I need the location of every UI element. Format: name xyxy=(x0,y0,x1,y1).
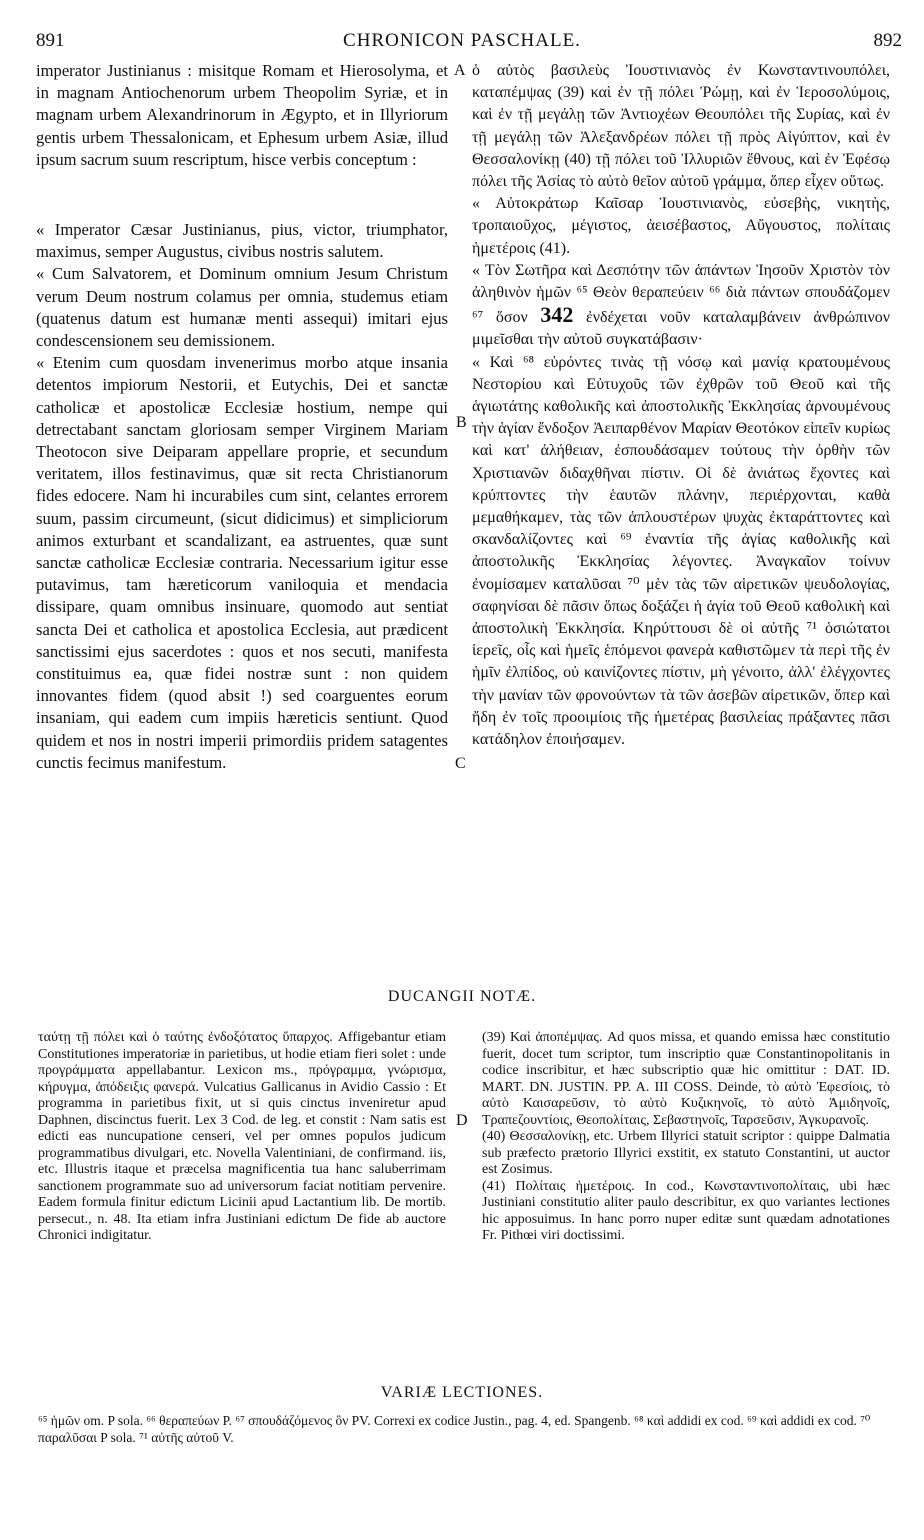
note-40: (40) Θεσσαλονίκῃ, etc. Urbem Illyrici statuit scriptor : quippe Dalmatia sub præfecto prætorio Illyrici exstitit, ex statuto Constantini, ut auctor est Zosimus. xyxy=(482,1129,890,1177)
variae-text: ⁶⁵ ἡμῶν om. P sola. ⁶⁶ θεραπεύων P. ⁶⁷ σπουδάζόμενος ὃν PV. Correxi ex codice Justin., pag. 4, ed. Spangenb. ⁶⁸ καὶ addidi ex cod. ⁶⁹ καὶ addidi ex cod. ⁷⁰ παραλῦσαι P sola. ⁷¹ αὐτῆς αὐτοῦ V. xyxy=(38,1413,871,1445)
note-41: (41) Πολίταις ἡμετέροις. In cod., Κωνσταντινοπολίταις, ubi hæc Justiniani constitutio aliter paulo describitur, ex quo variantes lectiones hic apposuimus. In hanc porro nuper editæ sunt quædam adnotationes Fr. Pithœi viri doctissimi. xyxy=(482,1178,890,1243)
margin-marker-c: C xyxy=(455,755,466,772)
notes-left-column xyxy=(38,1030,446,1245)
greek-paragraph: « Αὐτοκράτωρ Καῖσαρ Ἰουστινιανὸς, εὐσεβὴς, νικητὴς, τροπαιοῦχος, μέγιστος, ἀεισέβαστος, Αὔγουστος, πολίταις ἡμετέροις (41). xyxy=(472,195,890,257)
margin-marker-a: A xyxy=(454,62,466,79)
greek-paragraph: ὁ αὐτὸς βασιλεὺς Ἰουστινιανὸς ἐν Κωνσταντινουπόλει, καταπέμψας (39) καὶ ἐν τῇ πόλει Ῥώμῃ, καὶ ἐν Ἱεροσολύμοις, καὶ ἐν τῇ μεγάλῃ τῶν Ἀντιοχέων Θεουπόλει τῆς Συρίας, καὶ ἐν τῇ μεγάλῃ τῶν Ἀλεξανδρέων πόλει τῇ πρὸς Αἰγύπτον, καὶ ἐν Θεσσαλονίκῃ (40) τῇ πόλει τοῦ Ἰλλυριῶν ἔθνους, καὶ ἐν Ἐφέσῳ πόλει τῆς Ἀσίας τὸ αὐτὸ θεῖον αὐτοῦ γράμμα, ὅπερ εἶχεν οὕτως. xyxy=(472,62,890,191)
note-paragraph: ταύτῃ τῇ πόλει καὶ ὁ ταύτης ἐνδοξότατος ὕπαρχος. Affigebantur etiam Constitutiones imperatoriæ in parietibus, ut hodie etiam fieri solet : unde προγράμματα appellabantur. Lexicon ms., πρόγραμμα, γνώρισμα, κήρυγμα, ἀπόδειξις φανερά. Vulcatius Gallicanus in Avidio Cassio : Et programma in parietibus fixit, ut si quis cinctus inveniretur apud Daphnen, discinctus fuerit. Lex 3 Cod. de leg. et constit : Nam satis est edicti eas nuncupatione censeri, vel per omnes populos judicum programmatibus divulgari, etc. Novella Valentiniani, de confirmand. iis, etc. Illustris itaque et præcelsa magnificentia tua hanc saluberrimam sanctionem programmate suo ad universorum faciat notitiam pervenire. Eadem formula finitur edictum Licinii apud Lactantium lib. De mortib. persecut., n. 48. Ita etiam infra Justiniani edictum De fide ab auctore Chronici indigitatur. xyxy=(38,1030,446,1243)
greek-text: ἐνδέχεται νοῦν καταλαμβάνειν ἀνθρώπινον μιμεῖσθαι τὴν αὐτοῦ συγκατάβασιν· xyxy=(472,309,890,349)
notes-title: DUCANGII NOTÆ. xyxy=(387,988,537,1005)
variae-title: VARIÆ LECTIONES. xyxy=(380,1384,544,1401)
latin-paragraph: « Imperator Cæsar Justinianus, pius, victor, triumphator, maximus, semper Augustus, civibus nostris salutem. xyxy=(36,220,448,262)
page-number-left: 891 xyxy=(36,30,65,51)
latin-paragraph: « Cum Salvatorem, et Dominum omnium Jesum Christum verum Deum nostrum colamus per omnia, studemus etiam (quatenus datum est humanæ menti assequi) imitari ejus condescensionem seu demissionem. xyxy=(36,264,448,351)
column-number: 342 xyxy=(540,302,574,328)
greek-paragraph xyxy=(472,260,890,352)
variae-lectiones xyxy=(38,1412,890,1446)
page-number-right: 892 xyxy=(873,30,902,51)
margin-marker-d: D xyxy=(456,1112,468,1129)
running-header xyxy=(0,30,924,56)
greek-text: « Τὸν Σωτῆρα καὶ Δεσπότην τῶν ἁπάντων Ἰησοῦν Χριστὸν τὸν ἀληθινὸν ἡμῶν ⁶⁵ Θεὸν θεραπεύειν ⁶⁶ διὰ πάντων σπουδάζομεν ⁶⁷ ὅσον xyxy=(472,261,890,327)
greek-paragraph: « Καὶ ⁶⁸ εὑρόντες τινὰς τῇ νόσῳ καὶ μανίᾳ κρατουμένους Νεστορίου καὶ Εὐτυχοῦς τῶν ἐχθρῶν τοῦ Θεοῦ καὶ τῆς ἁγιωτάτης καθολικῆς καὶ ἀποστολικῆς Ἐκκλησίας ἀρνουμένους τὴν ἁγίαν ἔνδοξον Ἀειπαρθένον Μαρίαν Θεοτόκον εἰπεῖν κυρίως καὶ κατ' ἀλήθειαν, ἐσπουδάσαμεν τούτους τὴν ὀρθὴν τῶν Χριστιανῶν διδαχθῆναι πίστιν. Οἱ δὲ ἀνιάτως ἔχοντες καὶ κρύπτοντες τὴν ἑαυτῶν πλάνην, περιέρχονται, καθὰ μεμαθήκαμεν, τὰς τῶν ἁπλουστέρων ψυχὰς ἐκταράττοντες καὶ σκανδαλίζοντες καὶ ⁶⁹ ἐναντία τῆς ἁγίας καθολικῆς καὶ ἀποστολικῆς Ἐκκλησίας λέγοντες. Ἀναγκαῖον τοίνυν ἐνομίσαμεν καταλῦσαι ⁷⁰ μὲν τὰς τῶν αἱρετικῶν ψευδολογίας, σαφηνίσαι δὲ πᾶσιν ὅπως δοξάζει ἡ ἁγία τοῦ Θεοῦ καθολικὴ καὶ ἀποστολικὴ Ἐκκλησία. Κηρύττουσι δὲ οἱ αὐτῆς ⁷¹ ὁσιώτατοι ἱερεῖς, οἷς καὶ ἡμεῖς ἑπόμενοι φανερὰ καθιστῶμεν τὰ περὶ τῆς ἐν ἡμῖν ἐλπίδος, οὐ καινίζοντες πίστιν, μὴ γένοιτο, ἀλλ' ἐλέγχοντες τὴν μανίαν τῶν φρονούντων τὰ τῶν ἀσεβῶν αἱρετικῶν, ὅπερ καὶ ἤδη ἐν τοῖς προοιμίοις τῆς ἡμετέρας βασιλείας πράξαντες πᾶσι κατάδηλον ἐποιήσαμεν. xyxy=(472,353,890,749)
running-title: CHRONICON PASCHALE. xyxy=(343,30,581,51)
paragraph-gap xyxy=(36,171,448,219)
latin-paragraph: imperator Justinianus : misitque Romam et Hierosolyma, et in magnam Antiochenorum urbem Theopolim Syriæ, et in magnam urbem Alexandrinorum in Ægypto, et in Illyriorum gentis urbem Thessalonicam, et Ephesum urbem Asiæ, illud ipsum sacrum suum rescriptum, hisce verbis conceptum : xyxy=(36,61,448,169)
greek-column xyxy=(472,60,890,751)
margin-marker-b: B xyxy=(456,414,467,431)
note-39: (39) Καὶ ἀποπέμψας. Ad quos missa, et quando emissa hæc constitutio fuerit, docet tum scriptor, tum inscriptio quæ Constantinopolitanis in codice inscribitur, et hæc subscriptio quæ hic omittitur : DAT. ID. MART. DN. JUSTIN. PP. A. III COSS. Deinde, τὸ αὐτὸ Ἐφεσίοις, τὸ αὐτὸ Καισαρεῦσιν, τὸ αὐτὸ Κυζικηνοῖς, τὸ αὐτὸ Ἀμιδηνοῖς, Τραπεζουντίοις, Θεοπολίταις, Σεβαστηνοῖς, Ταρσεῦσιν, Ἀγκυρανοῖς. xyxy=(482,1030,890,1128)
notes-right-column xyxy=(482,1030,890,1245)
latin-paragraph: « Etenim cum quosdam invenerimus morbo atque insania detentos impiorum Nestorii, et Eutychis, Dei et sanctæ catholicæ et apostolicæ Ecclesiæ hostium, nempe qui detrectabant sanctam gloriosam semper Virginem Mariam Theotocon sive Deiparam appellare proprie, et secundum veritatem, illos festinavimus, quæ sit recta Christianorum fides edocere. Nam hi incurabiles cum sint, celantes errorem suum, passim circumeunt, (sicut didicimus) et simpliciorum animos exturbant et scandalizant, ea astruentes, quæ sunt sanctæ catholicæ Ecclesiæ contraria. Necessarium igitur esse putavimus, tam hæreticorum vaniloquia et mendacia dissipare, quam omnibus insinuare, quomodo aut sentiat sancta Dei et catholica et apostolica Ecclesia, aut prædicent sanctissimi ejus sacerdotes : quos et nos secuti, manifesta constituimus ea, quæ fidei nostræ sunt : non quidem innovantes fidem (quod absit !) sed coarguentes eorum insaniam, qui eadem cum impiis hæreticis sentiunt. Quod quidem et nos in nostri imperii primordiis pridem satagentes cunctis fecimus manifestum. xyxy=(36,353,448,772)
latin-column xyxy=(36,60,448,774)
